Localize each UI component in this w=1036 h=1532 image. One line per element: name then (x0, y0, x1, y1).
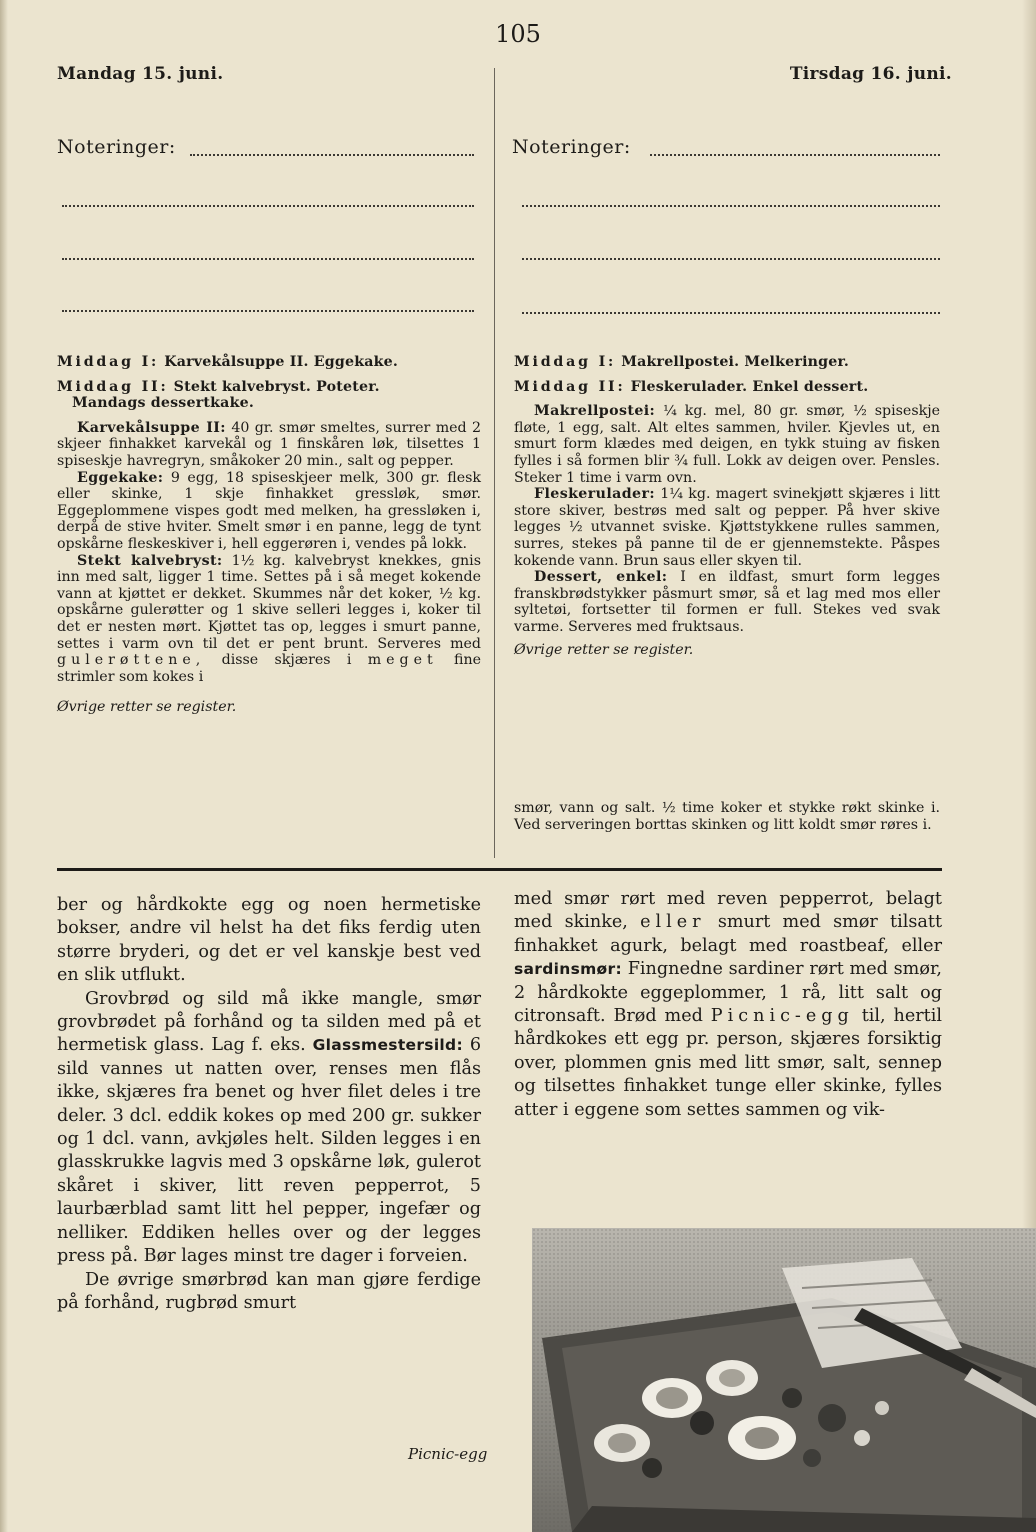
right-day-date: Tirsdag 16. juni. (789, 64, 952, 84)
article-paragraph: De øvrige smørbrød kan man gjøre ferdige på forhånd, rugbrød smurt (57, 1269, 481, 1313)
notes-line (62, 205, 474, 207)
left-register-note: Øvrige retter se register. (57, 699, 237, 716)
right-day-menu (514, 354, 940, 658)
continuation-text: smør, vann og salt. ½ time koker et stykke røkt skinke i. Ved serveringen borttas skinken og litt koldt smør røres i. (514, 800, 940, 833)
left-notes-label: Noteringer: (57, 136, 176, 158)
left-day-menu (57, 354, 481, 716)
recipe-eggekake: Eggekake: 9 egg, 18 spiseskjeer melk, 300 gr. flesk eller skinke, 1 skje finhakket gressløk, smør. Eggeplommene vispes godt med melken, ha gressløken i, derpå de stive hviter. Smelt smør i en panne, legg de tynt opskårne fleskeskiver i, hell eggerøren i, vendes på lokk. (57, 469, 481, 552)
article-paragraph: med smør rørt med reven pepperrot, belagt med skinke, eller smurt med smør tilsatt finhakket agurk, belagt med roastbeaf, eller sardinsmør: Fingnedne sardiner rørt med smør, 2 hårdkokte eggeplommer, 1 rå, litt salt og citronsaft. Brød med Picnic-egg til, hertil hårdkokes ett egg pr. person, skjæres forsiktig over, plommen gnis med litt smør, salt, sennep og tilsettes finhakket tunge eller skinke, fylles atter i eggene som settes sammen og vik- (514, 889, 943, 1120)
page-spine-shadow (0, 0, 8, 1532)
left-day-date: Mandag 15. juni. (57, 64, 224, 84)
section-divider (57, 868, 942, 871)
notes-line (650, 154, 940, 156)
right-notes-label: Noteringer: (512, 136, 631, 158)
notes-line (522, 205, 940, 207)
picnic-egg-photo (532, 1228, 1036, 1532)
notes-line (190, 154, 474, 156)
right-register-note: Øvrige retter se register. (514, 641, 694, 658)
notes-line (62, 310, 474, 312)
recipe-dessert-enkel: Dessert, enkel: I en ildfast, smurt form legges franskbrødstykker påsmurt smør, så et lag med mos eller syltetøi, fortsetter til formen er full. Stekes ved svak varme. Serveres med fruktsaus. (514, 569, 940, 635)
column-divider (494, 68, 495, 858)
photo-caption: Picnic-egg (408, 1445, 488, 1463)
menu-middag-2: Middag II: Fleskerulader. Enkel dessert. (514, 378, 869, 395)
menu-middag-1: Middag I: Makrellpostei. Melkeringer. (514, 354, 850, 370)
article-paragraph: ber og hårdkokte egg og noen hermetiske bokser, andre vil helst ha det fiks ferdig uten større bryderi, og det er vel kanskje best ved en slik utflukt. (57, 895, 481, 986)
recipe-karvekalsuppe: Karvekålsuppe II: 40 gr. smør smeltes, surrer med 2 skjeer finhakket karvekål og 1 finskåren løk, tilsettes 1 spiseskje havregryn, småkoker 20 min., salt og pepper. (57, 419, 481, 469)
recipe-makrellpostei: Makrellpostei: ¼ kg. mel, 80 gr. smør, ½ spiseskje fløte, 1 egg, salt. Alt eltes sammen, hviler. Kjevles ut, en smurt form klædes med deigen, en tykk stuing av fisken fylles i så formen blir ¾ full. Lokk av deigen over. Pensles. Steker 1 time i varm ovn. (514, 403, 940, 486)
article-left-column (57, 894, 481, 1315)
menu-middag-2: Middag II: Stekt kalvebryst. Poteter. Mandags dessertkake. (57, 378, 380, 412)
recipe-stekt-kalvebryst: Stekt kalvebryst: 1½ kg. kalvebryst knekkes, gnis inn med salt, ligger 1 time. Settes på i så meget kokende vann at kjøttet er dekket. Skummes når det koker, ½ kg. opskårne gulerøtter og 1 skive selleri legges i, koker til det er nesten mørt. Kjøttet tas op, legges i smurt panne, settes i varm ovn til det er pent brunt. Serveres med gulerøttene, disse skjæres i meget fine strimler som kokes i (57, 552, 482, 685)
page-number: 105 (495, 20, 541, 48)
photo-illustration (532, 1228, 1036, 1532)
article-paragraph: Grovbrød og sild må ikke mangle, smør grovbrødet på forhånd og ta silden med på et hermetisk glass. Lag f. eks. Glassmestersild: 6 sild vannes ut natten over, renses men flås ikke, skjæres fra benet og hver filet deles i tre deler. 3 dcl. eddik kokes op med 200 gr. sukker og 1 dcl. vann, avkjøles helt. Silden legges i en glasskrukke lagvis med 3 opskårne løk, gulerot skåret i skiver, litt reven pepperrot, 5 laurbærblad samt litt hel pepper, ingefær og nelliker. Eddiken helles over og der legges press på. Bør lages minst tre dager i forveien. (57, 988, 482, 1267)
recipe-fleskerulader: Fleskerulader: 1¼ kg. magert svinekjøtt skjæres i litt store skiver, bestrøs med salt og pepper. På hver skive legges ½ utvannet sviske. Kjøttstykkene rulles sammen, surres, stekes på panne til de er gjennemstekte. Påspes kokende vann. Brun saus eller skyen til. (514, 486, 940, 569)
notes-line (522, 312, 940, 314)
menu-middag-1: Middag I: Karvekålsuppe II. Eggekake. (57, 354, 399, 370)
notes-line (522, 258, 940, 260)
notes-line (62, 258, 474, 260)
article-right-column (514, 888, 942, 1122)
